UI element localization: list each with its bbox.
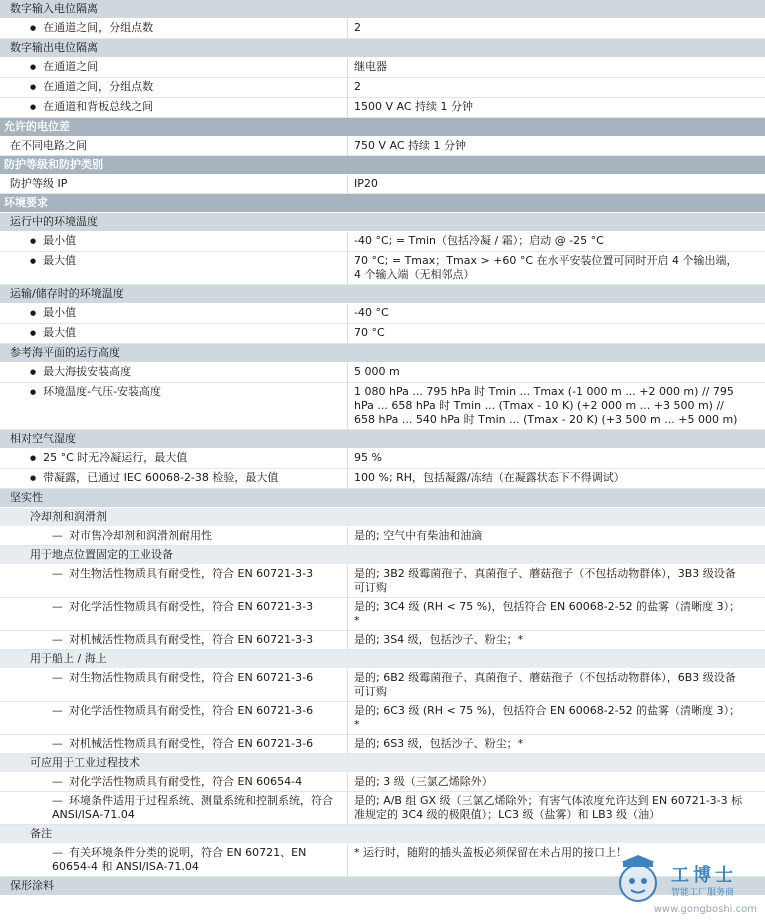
spec-row	[0, 669, 765, 702]
group-heading	[0, 285, 765, 304]
watermark-subtitle: 智能工厂服务商	[671, 888, 735, 898]
spec-value: 70 °C	[354, 326, 385, 339]
spec-row	[0, 565, 765, 598]
section-heading	[0, 118, 765, 137]
spec-label: 保形涂料	[10, 879, 54, 892]
spec-label: 可应用于工业过程技术	[30, 756, 140, 769]
group-heading	[0, 650, 765, 669]
mascot-icon	[609, 853, 667, 911]
spec-row	[0, 527, 765, 546]
spec-label: 防护等级 IP	[10, 177, 68, 190]
watermark-title: 工博士	[671, 865, 737, 886]
spec-value: 是的; 6C3 级 (RH < 75 %)，包括符合 EN 60068-2-52 的盐雾（清晰度 3）；*	[354, 704, 741, 731]
spec-row	[0, 58, 765, 78]
group-heading	[0, 0, 765, 19]
spec-label: ● 25 °C 时无冷凝运行，最大值	[30, 451, 187, 464]
spec-label: ● 在通道之间，分组点数	[30, 80, 153, 93]
spec-label: 用于地点位置固定的工业设备	[30, 548, 173, 561]
spec-row	[0, 449, 765, 469]
group-heading	[0, 754, 765, 773]
spec-value: 95 %	[354, 451, 382, 464]
spec-label: ● 在通道和背板总线之间	[30, 100, 153, 113]
spec-row	[0, 702, 765, 735]
spec-value: 是的; 6S3 级，包括沙子、粉尘；*	[354, 737, 524, 750]
spec-label: 运行中的环境温度	[10, 215, 98, 228]
spec-value: 1 080 hPa ... 795 hPa 时 Tmin ... Tmax (-1 000 m ... +2 000 m) // 795 hPa ... 658 hPa 时 Tmin ... (Tmax - 10 K) (+2 000 m ... +3 500 m) // 658 hPa ... 540 hPa 时 Tmin ... (Tmax - 20 K) (+3 500 m ... +5 000 m)	[354, 385, 738, 426]
spec-value: 是的; 3S4 级，包括沙子、粉尘；*	[354, 633, 524, 646]
spec-value: -40 °C	[354, 306, 389, 319]
spec-row	[0, 252, 765, 285]
spec-value: 是的; 3B2 级霉菌孢子、真菌孢子、蘑菇孢子（不包括动物群体），3B3 级设备可订购	[354, 567, 736, 594]
spec-label: 允许的电位差	[4, 120, 70, 133]
spec-value: 2	[354, 21, 361, 34]
spec-value: 750 V AC 持续 1 分钟	[354, 139, 467, 152]
spec-label: 坚实性	[10, 491, 43, 504]
spec-label: — 对生物活性物质具有耐受性，符合 EN 60721-3-6	[52, 671, 313, 684]
group-heading	[0, 825, 765, 844]
spec-value: 是的; 3C4 级 (RH < 75 %)，包括符合 EN 60068-2-52 的盐雾（清晰度 3）；*	[354, 600, 741, 627]
spec-label: — 对化学活性物质具有耐受性，符合 EN 60721-3-3	[52, 600, 313, 613]
group-heading	[0, 344, 765, 363]
spec-row	[0, 19, 765, 39]
spec-row	[0, 98, 765, 118]
spec-row	[0, 175, 765, 194]
group-heading	[0, 508, 765, 527]
spec-label: — 有关环境条件分类的说明，符合 EN 60721、EN 60654-4 和 ANSI/ISA-71.04	[52, 846, 306, 873]
spec-label: 参考海平面的运行高度	[10, 346, 120, 359]
spec-label: — 对市售冷却剂和润滑剂耐用性	[52, 529, 212, 542]
spec-value: 5 000 m	[354, 365, 400, 378]
group-heading	[0, 546, 765, 565]
spec-label: ● 最小值	[30, 234, 76, 247]
spec-label: 在不同电路之间	[10, 139, 87, 152]
watermark-url: www.gongboshi.com	[653, 904, 757, 915]
spec-label: ● 最大值	[30, 326, 76, 339]
spec-row	[0, 363, 765, 383]
spec-label: 冷却剂和润滑剂	[30, 510, 107, 523]
spec-value: 2	[354, 80, 361, 93]
group-heading	[0, 430, 765, 449]
spec-row	[0, 324, 765, 344]
group-heading	[0, 489, 765, 508]
spec-row	[0, 78, 765, 98]
spec-value: 是的; 空气中有柴油和油滴	[354, 529, 483, 542]
spec-value: 是的; 3 级（三氯乙烯除外）	[354, 775, 493, 788]
spec-label: — 对机械活性物质具有耐受性，符合 EN 60721-3-6	[52, 737, 313, 750]
spec-label: 数字输出电位隔离	[10, 41, 98, 54]
spec-label: 防护等级和防护类别	[4, 158, 103, 171]
spec-label: — 对化学活性物质具有耐受性，符合 EN 60654-4	[52, 775, 302, 788]
spec-value: -40 °C; = Tmin（包括冷凝 / 霜）；启动 @ -25 °C	[354, 234, 604, 247]
spec-row	[0, 137, 765, 156]
spec-label: ● 在通道之间	[30, 60, 98, 73]
spec-row	[0, 383, 765, 430]
spec-label: ● 最大值	[30, 254, 76, 267]
spec-value: 是的; 6B2 级霉菌孢子、真菌孢子、蘑菇孢子（不包括动物群体），6B3 级设备可订购	[354, 671, 736, 698]
spec-label: 数字输入电位隔离	[10, 2, 98, 15]
spec-label: — 对生物活性物质具有耐受性，符合 EN 60721-3-3	[52, 567, 313, 580]
spec-row	[0, 598, 765, 631]
spec-value: 1500 V AC 持续 1 分钟	[354, 100, 474, 113]
spec-label: 环境要求	[4, 196, 48, 209]
spec-label: 用于船上 / 海上	[30, 652, 107, 665]
spec-row	[0, 735, 765, 754]
spec-label: — 对机械活性物质具有耐受性，符合 EN 60721-3-3	[52, 633, 313, 646]
section-heading	[0, 194, 765, 213]
spec-label: ● 最大海拔安装高度	[30, 365, 131, 378]
section-heading	[0, 156, 765, 175]
spec-label: ● 带凝露，已通过 IEC 60068-2-38 检验，最大值	[30, 471, 278, 484]
spec-value: 是的; A/B 组 GX 级（三氯乙烯除外；有害气体浓度允许达到 EN 60721-3-3 标准规定的 3C4 级的极限值）；LC3 级（盐雾）和 LB3 级（油）	[354, 794, 743, 821]
spec-row	[0, 469, 765, 489]
spec-value: * 运行时，随附的插头盖板必须保留在未占用的接口上！	[354, 846, 627, 859]
spec-label: ● 最小值	[30, 306, 76, 319]
spec-label: 运输/储存时的环境温度	[10, 287, 124, 300]
spec-value: IP20	[354, 177, 378, 190]
group-heading	[0, 213, 765, 232]
spec-row	[0, 232, 765, 252]
spec-label: — 对化学活性物质具有耐受性，符合 EN 60721-3-6	[52, 704, 313, 717]
group-heading	[0, 39, 765, 58]
spec-value: 70 °C; = Tmax；Tmax > +60 °C 在水平安装位置可同时开启 4 个输出端，4 个输入端（无相邻点）	[354, 254, 738, 281]
spec-label: 备注	[30, 827, 52, 840]
spec-value: 继电器	[354, 60, 387, 73]
spec-label: ● 环境温度-气压-安装高度	[30, 385, 161, 398]
spec-row	[0, 792, 765, 825]
spec-label: — 环境条件适用于过程系统、测量系统和控制系统，符合 ANSI/ISA-71.04	[52, 794, 333, 821]
spec-row	[0, 304, 765, 324]
spec-label: ● 在通道之间，分组点数	[30, 21, 153, 34]
spec-label: 相对空气湿度	[10, 432, 76, 445]
spec-row	[0, 773, 765, 792]
spec-value: 100 %; RH，包括凝露/冻结（在凝露状态下不得调试）	[354, 471, 625, 484]
spec-row	[0, 631, 765, 650]
